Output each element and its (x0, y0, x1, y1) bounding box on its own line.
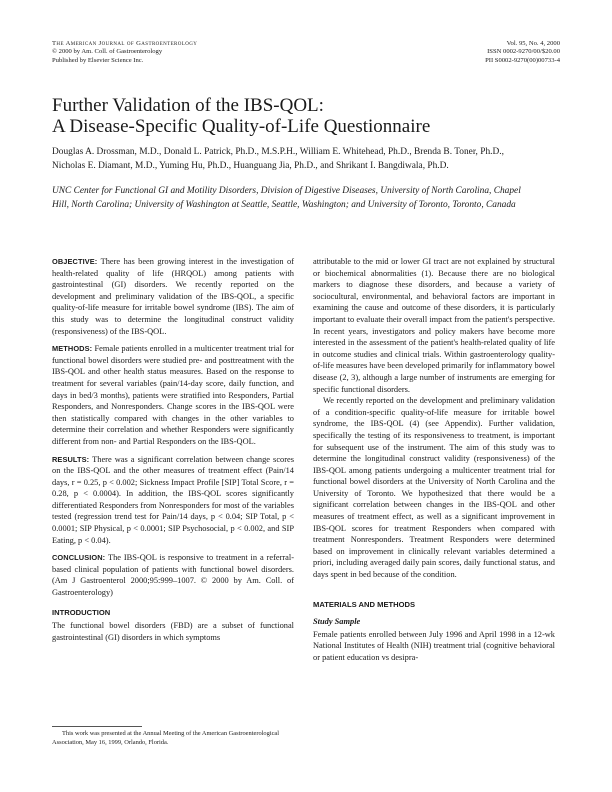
study-sample-paragraph: Female patients enrolled between July 1996 and April 1998 in a 12-wk National Institutes of Health (NIH) treatment trial (cognitive behavioral or patient education vs desipra- (313, 629, 555, 662)
conclusion-text: The IBS-QOL is responsive to treatment in a referral-based clinical population of patients with functional bowel disorders. (Am J Gastroenterol 2000;95:999–1007. © 2000 by Am. Coll. of Gastroenterology) (52, 553, 294, 598)
journal-name: The American Journal of Gastroenterology (52, 40, 198, 47)
results-heading: RESULTS: (52, 454, 90, 464)
study-sample-heading: Study Sample (313, 617, 361, 627)
introduction-heading: INTRODUCTION (52, 607, 111, 617)
footnote-divider (52, 726, 142, 727)
title-line-2: A Disease-Specific Quality-of-Life Questionnaire (52, 116, 431, 137)
introduction-paragraph-2: We recently reported on the development and preliminary validation of a condition-specific quality-of-life measure for irritable bowel syndrome, the IBS-QOL (4) (see Appendix). Further validation, specifically the testing of its responsiveness to treatment, is important for subsequent use of the instrument. The aim of this study was to determine the longitudinal construct validity (responsiveness) of the IBS-QOL among patients undergoing a multicenter treatment trial for functional bowel disorders at the University of North Carolina and the University of Toronto. We hypothesized that there would be a significant correlation between changes in the IBS-QOL and other measures of treatment effect, as well as a significant improvement in IBS-QOL scores for treatment Responders when compared with treatment Nonresponders. Treatment Responders were determined based on improvement in clinically relevant variables determined a priori, including averaged daily pain scores, daily functional status, and days spent in bed because of the condition. (313, 396, 555, 580)
abstract-conclusion (52, 552, 294, 598)
conclusion-heading: CONCLUSION: (52, 553, 106, 563)
right-column (313, 256, 555, 670)
introduction-paragraph-cont: attributable to the mid or lower GI tract are not explained by structural or biochemical abnormalities (1). Because there are no biological markers to diagnose these disorders, and because a variety of sociocultural, environmental, and behavioral factors are important in examining the cause and outcome of these disorders, it is particularly important to evaluate their overall impact from the patient's perspective. In recent years, investigators and policy makers have become more interested in the assessment of the patient's health-related quality of life in outcome studies and clinical trials. Within gastroenterology quality-of-life measures have been developed primarily for inflammatory bowel disease (2, 3), although a large number of instruments are emerging for specific functional disorders. (313, 257, 555, 394)
masthead-left (52, 40, 197, 65)
issn-line: ISSN 0002-9270/00/$20.00 (487, 48, 560, 56)
results-text: There was a significant correlation between change scores on the IBS-QOL and the other measures of treatment effect (Pain/14 days, r = 0.25, p < 0.002; Sickness Impact Profile [SIP] Total Score, r = 0.28, p < 0.0004). In addition, the IBS-QOL scores significantly differentiated Responders from Nonresponders for most of the variables tested (regression trend test for Pain/14 days, p < 0.04; SIP Total, p < 0.0001; SIP Physical, p < 0.0001; SIP Psychosocial, p < 0.002, and SIP Eating, p < 0.04). (52, 454, 294, 545)
title-line-1: Further Validation of the IBS-QOL: (52, 95, 324, 116)
footnote: This work was presented at the Annual Meeting of the American Gastroenterological Association, May 16, 1999, Orlando, Florida. (52, 730, 280, 746)
affiliation: UNC Center for Functional GI and Motility Disorders, Division of Digestive Diseases, University of North Carolina, Chapel Hill, North Carolina; University of Washington at Seattle, Seattle, Washington; and University of Toronto, Toronto, Canada (52, 186, 521, 211)
author-list: Douglas A. Drossman, M.D., Donald L. Patrick, Ph.D., M.S.P.H., William E. Whitehead, Ph.D., Brenda B. Toner, Ph.D., Nicholas E. Diamant, M.D., Yuming Hu, Ph.D., Huanguang Jia, Ph.D., and Shrikant I. Bangdiwala, Ph.D. (52, 147, 504, 172)
left-column (52, 256, 294, 649)
pii-line: PII S0002-9270(00)00733-4 (485, 56, 560, 64)
objective-text: There has been growing interest in the investigation of health-related quality of life (HRQOL) among patients with gastrointestinal (GI) disorders. We recently reported on the development and preliminary validation of the IBS-QOL, a specific quality-of-life measure for irritable bowel syndrome (IBS). The aim of this study was to determine the longitudinal construct validity (responsiveness) of the IBS-QOL. (52, 257, 294, 336)
methods-heading: METHODS: (52, 344, 93, 354)
abstract-results (52, 454, 294, 547)
methods-text: Female patients enrolled in a multicenter treatment trial for functional bowel disorders were studied pre- and posttreatment with the IBS-QOL and other health status measures. Based on the response to treatment for several variables (pain/14-day score, daily function, and days in bed/3 months), patients were stratified into Responders, Partial Responders, and Nonresponders. Change scores in the IBS-QOL were then statistically compared with changes in the other variables to determine their correlation and whether Responders were significantly different from non- and Partial Responders on the IBS-QOL. (52, 344, 294, 446)
copyright-line: © 2000 by Am. Coll. of Gastroenterology (52, 48, 163, 56)
abstract-methods (52, 343, 294, 447)
article-title (52, 95, 560, 137)
abstract-objective (52, 256, 294, 337)
masthead-right (485, 40, 560, 65)
publisher-line: Published by Elsevier Science Inc. (52, 56, 144, 64)
methods-section-heading: MATERIALS AND METHODS (313, 599, 416, 609)
objective-heading: OBJECTIVE: (52, 257, 98, 266)
volume-line: Vol. 95, No. 4, 2000 (506, 40, 560, 47)
introduction-paragraph-start: The functional bowel disorders (FBD) are a subset of functional gastrointestinal (GI) disorders in which symptoms (52, 621, 294, 642)
